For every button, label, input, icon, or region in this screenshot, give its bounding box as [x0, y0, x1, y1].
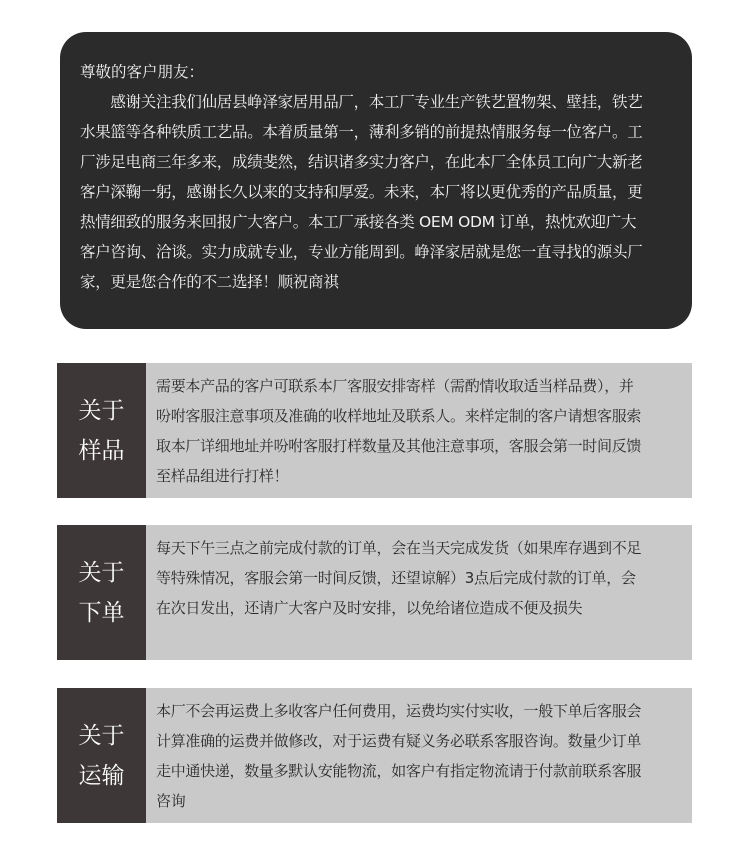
section-line: 在次日发出，还请广大客户及时安排，以免给诸位造成不便及损失	[156, 599, 583, 617]
intro-line: 厂涉足电商三年多来，成绩斐然，结识诸多实力客户，在此本厂全体员工向广大新老	[80, 153, 643, 171]
section-line: 走中通快递，数量多默认安能物流，如客户有指定物流请于付款前联系客服	[156, 762, 642, 780]
greeting: 尊敬的客户朋友：	[80, 63, 205, 81]
section-line: 咨询	[156, 792, 186, 810]
section-shipping	[57, 688, 692, 823]
section-text	[146, 363, 641, 498]
section-line: 计算准确的运费并做修改，对于运费有疑义务必联系客服咨询。数量少订单	[156, 732, 642, 750]
section-label	[57, 363, 146, 498]
section-label	[57, 688, 146, 823]
section-text	[146, 525, 641, 660]
section-line: 需要本产品的客户可联系本厂客服安排寄样（需酌情收取适当样品费），并	[156, 377, 634, 395]
section-label-line: 关于	[78, 397, 125, 424]
section-label	[57, 525, 146, 660]
intro-line: 水果篮等各种铁质工艺品。本着质量第一，薄利多销的前提热情服务每一位客户。工	[80, 123, 643, 141]
section-label-line: 运输	[78, 762, 125, 789]
section-line: 本厂不会再运费上多收客户任何费用，运费均实付实收，一般下单后客服会	[156, 702, 642, 720]
intro-panel	[60, 32, 692, 329]
intro-line: 热情细致的服务来回报广大客户。本工厂承接各类 OEM ODM 订单，热忱欢迎广大	[80, 213, 637, 231]
section-label-line: 关于	[78, 722, 125, 749]
section-line: 至样品组进行打样！	[156, 467, 289, 485]
section-label-line: 下单	[78, 599, 125, 626]
section-label-line: 样品	[78, 437, 125, 464]
section-line: 每天下午三点之前完成付款的订单，会在当天完成发货（如果库存遇到不足	[156, 539, 642, 557]
intro-line: 感谢关注我们仙居县峥泽家居用品厂，本工厂专业生产铁艺置物架、壁挂，铁艺	[80, 93, 643, 111]
intro-line: 家，更是您合作的不二选择！顺祝商祺	[80, 273, 339, 291]
intro-line: 客户咨询、洽谈。实力成就专业，专业方能周到。峥泽家居就是您一直寻找的源头厂	[80, 243, 643, 261]
section-label-line: 关于	[78, 559, 125, 586]
section-line: 取本厂详细地址并吩咐客服打样数量及其他注意事项，客服会第一时间反馈	[156, 437, 642, 455]
section-sample	[57, 363, 692, 498]
section-line: 等特殊情况，客服会第一时间反馈，还望谅解）3点后完成付款的订单，会	[156, 569, 636, 587]
intro-line: 客户深鞠一躬，感谢长久以来的支持和厚爱。未来，本厂将以更优秀的产品质量，更	[80, 183, 643, 201]
section-text	[146, 688, 641, 823]
section-line: 吩咐客服注意事项及准确的收样地址及联系人。来样定制的客户请想客服索	[156, 407, 642, 425]
section-order	[57, 525, 692, 660]
